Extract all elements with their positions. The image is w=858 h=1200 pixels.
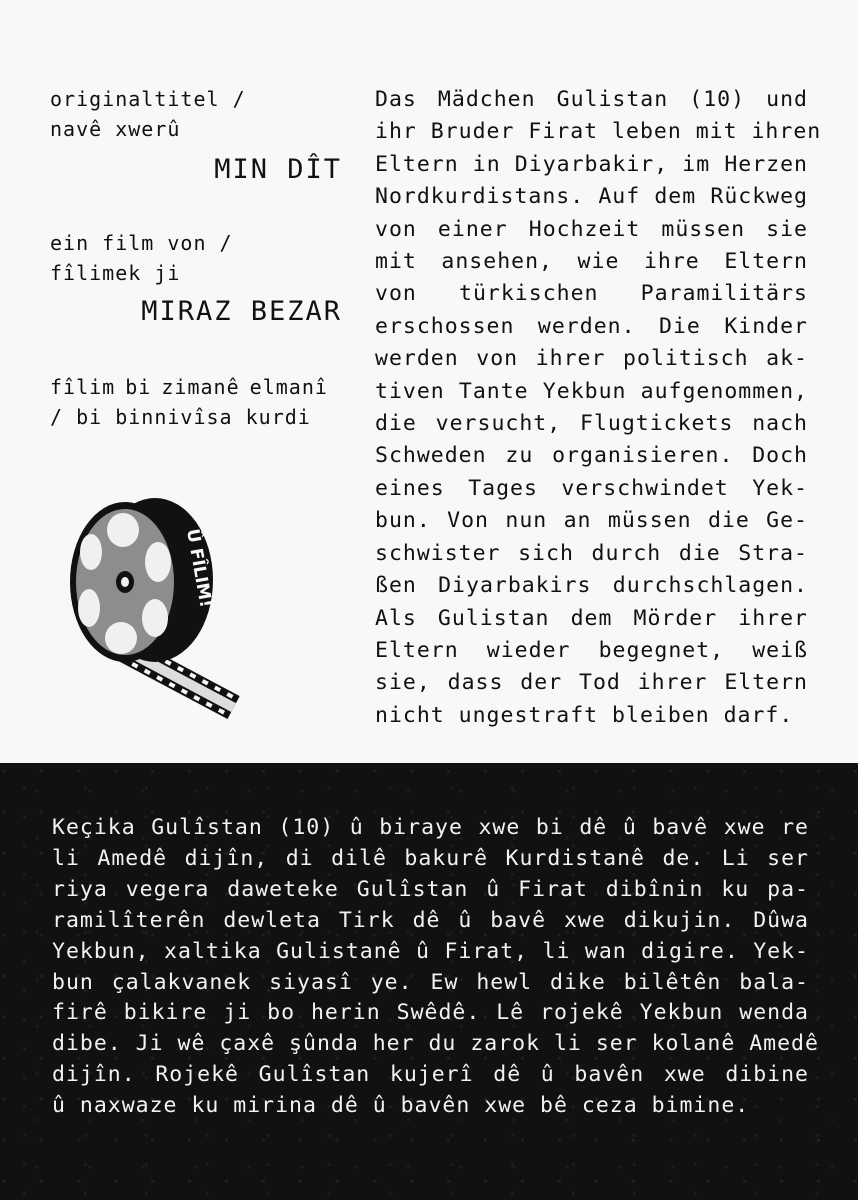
synopsis-de-line: eines Tages verschwindet Yek- bbox=[375, 475, 808, 501]
language-note-line-2: / bi binnivîsa kurdi bbox=[50, 405, 311, 429]
synopsis-de-line: ßen Diyarbakirs durchschlagen. bbox=[375, 573, 808, 599]
synopsis-de-line: bun. Von nun an müssen die Ge- bbox=[375, 508, 808, 534]
language-note-line-1: fîlim bi zimanê elmanî bbox=[50, 375, 328, 399]
synopsis-de-line: mit ansehen, wie ihre Eltern bbox=[375, 249, 808, 275]
synopsis-kurdish bbox=[52, 813, 819, 1122]
synopsis-de-line: ihr Bruder Firat leben mit ihren bbox=[375, 119, 822, 145]
logo-text: Û FÎLIM! bbox=[182, 527, 216, 610]
synopsis-de-line: nicht ungestraft bleiben darf. bbox=[375, 702, 794, 728]
film-title: MIN DÎT bbox=[214, 154, 342, 185]
synopsis-de-line: Eltern in Diyarbakir, im Herzen bbox=[375, 151, 808, 177]
synopsis-de-line: Als Gulistan dem Mörder ihrer bbox=[375, 605, 808, 631]
synopsis-ku-line: firê bikire ji bo herin Swêdê. Lê rojekê Yekbun wenda bbox=[52, 1000, 809, 1026]
synopsis-de-line: Eltern wieder begegnet, weiß bbox=[375, 637, 808, 663]
synopsis-de-line: Das Mädchen Gulistan (10) und bbox=[375, 87, 808, 112]
synopsis-de-line: erschossen werden. Die Kinder bbox=[375, 313, 808, 339]
synopsis-de-line: tiven Tante Yekbun aufgenommen, bbox=[375, 378, 808, 404]
synopsis-german bbox=[375, 84, 822, 732]
synopsis-ku-line: Yekbun, xaltika Gulistanê û Firat, li wan digire. Yek- bbox=[52, 938, 809, 964]
synopsis-ku-line: Keçika Gulîstan (10) û biraye xwe bi dê û bavê xwe re bbox=[52, 815, 809, 840]
original-title-label: originaltitel / bbox=[50, 87, 246, 111]
lower-section bbox=[0, 763, 858, 1200]
director-name: MIRAZ BEZAR bbox=[141, 296, 342, 327]
synopsis-ku-line: û naxwaze ku mirina dê û bavên xwe bê ceza bimine. bbox=[52, 1093, 750, 1119]
film-reel-icon bbox=[55, 490, 240, 730]
synopsis-de-line: Schweden zu organisieren. Doch bbox=[375, 443, 808, 469]
synopsis-de-line: sie, dass der Tod ihrer Eltern bbox=[375, 670, 808, 696]
synopsis-de-line: von einer Hochzeit müssen sie bbox=[375, 216, 808, 242]
synopsis-ku-line: bun çalakvanek siyasî ye. Ew hewl dike bilêtên bala- bbox=[52, 969, 809, 995]
synopsis-de-line: Nordkurdistans. Auf dem Rückweg bbox=[375, 184, 808, 210]
synopsis-de-line: werden von ihrer politisch ak- bbox=[375, 346, 808, 372]
synopsis-ku-line: riya vegera daweteke Gulîstan û Firat dibînin ku pa- bbox=[52, 876, 809, 902]
director-label-ku: fîlimek ji bbox=[50, 261, 181, 285]
original-title-label-ku: navê xwerû bbox=[50, 117, 181, 141]
synopsis-de-line: schwister sich durch die Stra- bbox=[375, 540, 808, 566]
synopsis-ku-line: dijîn. Rojekê Gulîstan kujerî dê û bavên xwe dibine bbox=[52, 1062, 809, 1088]
synopsis-de-line: von türkischen Paramilitärs bbox=[375, 281, 808, 307]
synopsis-ku-line: li Amedê dijîn, di dilê bakurê Kurdistanê de. Li ser bbox=[52, 845, 809, 871]
synopsis-ku-line: dibe. Ji wê çaxê şûnda her du zarok li ser kolanê Amedê bbox=[52, 1031, 819, 1057]
synopsis-de-line: die versucht, Flugtickets nach bbox=[375, 411, 808, 437]
synopsis-ku-line: ramilîterên dewleta Tirk dê û bavê xwe dikujin. Dûwa bbox=[52, 907, 809, 933]
director-label: ein film von / bbox=[50, 231, 233, 255]
credits-block bbox=[50, 84, 342, 432]
